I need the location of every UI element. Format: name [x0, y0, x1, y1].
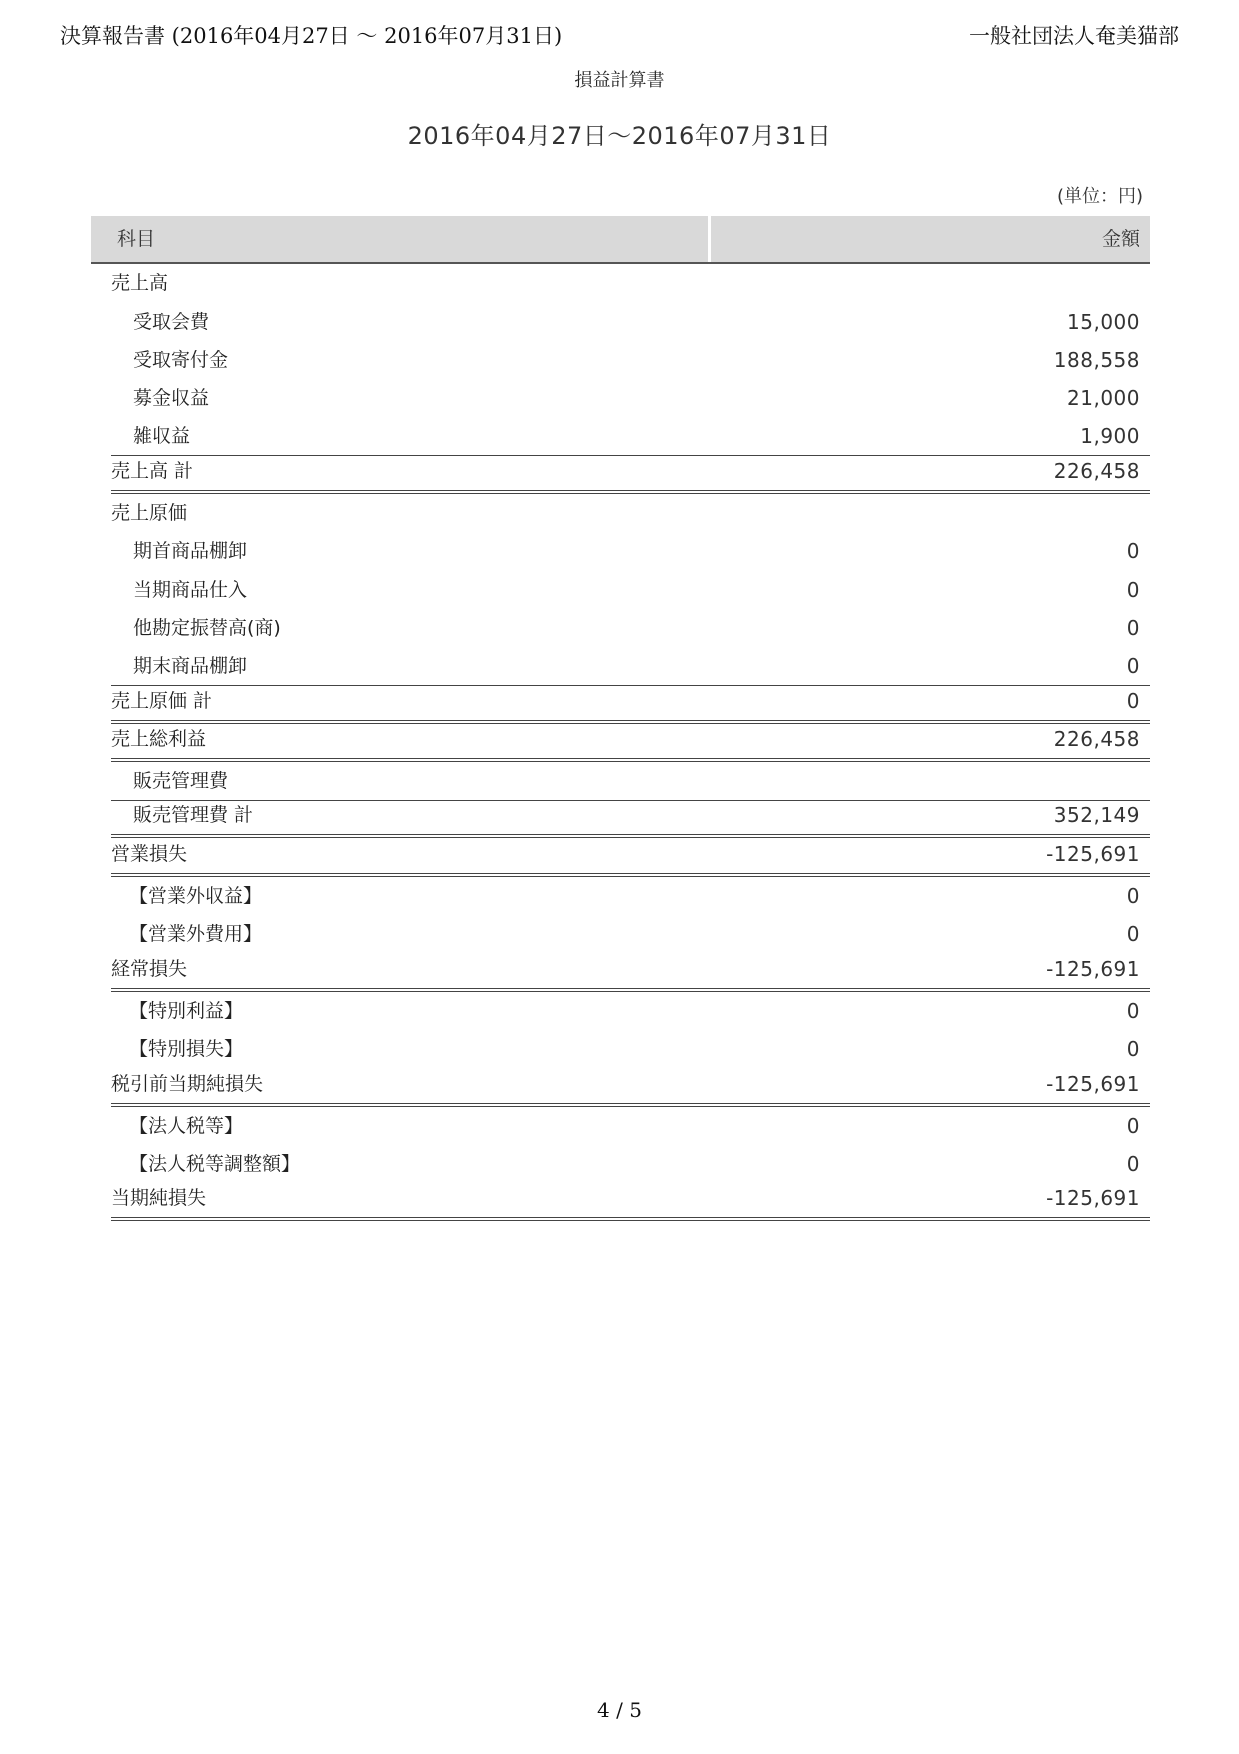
- table-row: [111, 341, 1150, 379]
- account-amount: 0: [1126, 1152, 1140, 1177]
- account-label: 雑収益: [133, 425, 191, 448]
- table-row: [111, 570, 1150, 608]
- currency-unit: (単位：円): [1056, 186, 1143, 207]
- account-label: 【営業外収益】: [129, 885, 263, 908]
- account-label: 募金収益: [133, 387, 210, 410]
- document-title: 損益計算書: [574, 70, 665, 91]
- table-row: [111, 1183, 1150, 1221]
- table-row: [111, 877, 1150, 915]
- table-row: [111, 532, 1150, 570]
- account-label: 当期商品仕入: [133, 578, 248, 601]
- account-label: 当期純損失: [111, 1187, 207, 1210]
- column-header-account: 科目: [91, 216, 711, 262]
- account-label: 販売管理費 計: [133, 804, 254, 827]
- account-amount: 1,900: [1080, 424, 1140, 449]
- account-amount: 226,458: [1053, 458, 1140, 483]
- table-row: [111, 838, 1150, 876]
- account-amount: 0: [1126, 539, 1140, 564]
- account-amount: 0: [1126, 654, 1140, 679]
- account-amount: 0: [1126, 577, 1140, 602]
- account-label: 期末商品棚卸: [133, 655, 248, 678]
- account-label: 【法人税等調整額】: [129, 1153, 301, 1176]
- table-row: [111, 724, 1150, 762]
- account-label: 他勘定振替高(商): [133, 616, 281, 639]
- account-amount: 0: [1126, 615, 1140, 640]
- account-amount: -125,691: [1046, 956, 1140, 981]
- account-label: 受取寄付金: [133, 348, 229, 371]
- account-label: 売上原価: [111, 502, 188, 525]
- fiscal-period: 2016年04月27日〜2016年07月31日: [407, 122, 832, 150]
- table-row: [111, 647, 1150, 685]
- account-amount: 0: [1126, 1037, 1140, 1062]
- account-label: 売上原価 計: [111, 689, 213, 712]
- account-label: 【特別損失】: [129, 1038, 244, 1061]
- organization-name: 一般社団法人奄美猫部: [969, 24, 1179, 48]
- account-amount: 0: [1126, 688, 1140, 713]
- income-statement-table: [91, 216, 1150, 1221]
- account-label: 税引前当期純損失: [111, 1072, 264, 1095]
- account-amount: 0: [1126, 884, 1140, 909]
- account-amount: 21,000: [1067, 386, 1140, 411]
- account-amount: 0: [1126, 1113, 1140, 1138]
- table-header: [91, 216, 1150, 264]
- account-amount: 15,000: [1067, 309, 1140, 334]
- table-row: [111, 762, 1150, 800]
- table-row: [111, 953, 1150, 991]
- account-amount: 188,558: [1053, 347, 1140, 372]
- table-row: [111, 417, 1150, 455]
- table-body: [91, 264, 1150, 1221]
- account-label: 販売管理費: [133, 770, 229, 793]
- account-amount: 0: [1126, 922, 1140, 947]
- account-label: 期首商品棚卸: [133, 540, 248, 563]
- account-label: 売上総利益: [111, 727, 207, 750]
- table-row: [111, 915, 1150, 953]
- account-amount: 352,149: [1053, 803, 1140, 828]
- account-amount: -125,691: [1046, 841, 1140, 866]
- account-label: 【特別利益】: [129, 999, 244, 1022]
- account-amount: 0: [1126, 998, 1140, 1023]
- account-label: 経常損失: [111, 957, 188, 980]
- table-row: [111, 264, 1150, 302]
- table-row: [111, 685, 1150, 723]
- table-row: [111, 1145, 1150, 1183]
- table-row: [111, 455, 1150, 493]
- table-row: [111, 992, 1150, 1030]
- table-row: [111, 1030, 1150, 1068]
- account-amount: -125,691: [1046, 1071, 1140, 1096]
- account-amount: 226,458: [1053, 726, 1140, 751]
- account-label: 【法人税等】: [129, 1114, 244, 1137]
- table-row: [111, 1068, 1150, 1106]
- report-header-title: 決算報告書 (2016年04月27日 〜 2016年07月31日): [60, 24, 563, 48]
- table-row: [111, 1107, 1150, 1145]
- account-label: 売上高 計: [111, 459, 194, 482]
- page-number: 4 / 5: [597, 1698, 642, 1722]
- column-header-amount: 金額: [1101, 228, 1140, 250]
- account-label: 売上高: [111, 272, 169, 295]
- account-label: 営業損失: [111, 842, 188, 865]
- account-label: 受取会費: [133, 310, 210, 333]
- table-row: [111, 302, 1150, 340]
- account-label: 【営業外費用】: [129, 923, 263, 946]
- table-row: [111, 609, 1150, 647]
- table-row: [111, 379, 1150, 417]
- account-amount: -125,691: [1046, 1186, 1140, 1211]
- table-row: [111, 800, 1150, 838]
- table-row: [111, 494, 1150, 532]
